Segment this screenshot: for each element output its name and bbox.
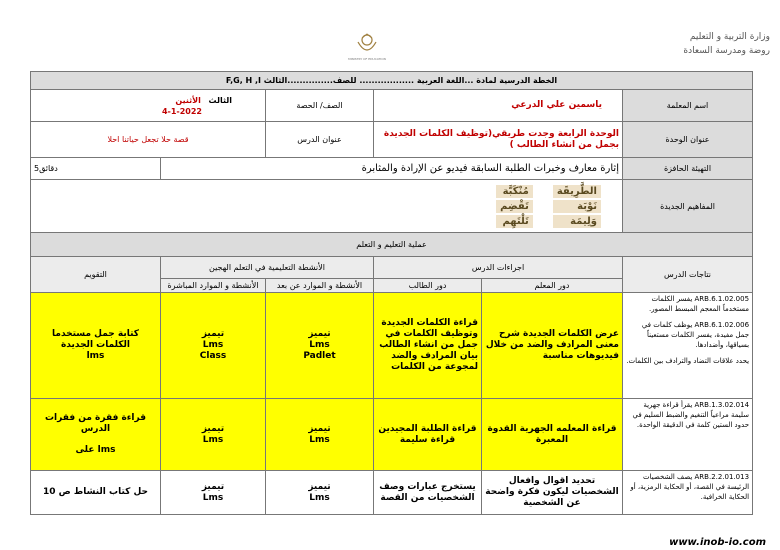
date-value: 4-1-2022 bbox=[161, 106, 202, 116]
resource-line: Lms bbox=[309, 434, 330, 445]
process-title: عملية التعليم و التعلم bbox=[31, 233, 753, 257]
resource-line: Class bbox=[199, 351, 227, 361]
concepts-label: المفاهيم الجديدة bbox=[623, 180, 753, 233]
resource-line: تيميز bbox=[308, 423, 331, 434]
col-hybrid: الأنشطة التعليمية في التعلم الهجين bbox=[161, 257, 374, 279]
resource-line: Lms bbox=[202, 492, 224, 503]
assessment-line: كتابة جمل مستخدما الكلمات الجديدة bbox=[52, 329, 139, 350]
teacher-cell: تحديد اقوال وافعال الشخصيات ليكون فكرة واضحة عن الشخصية bbox=[482, 471, 623, 515]
outcomes-cell bbox=[623, 471, 753, 515]
remote-cell bbox=[266, 471, 374, 515]
col-remote: الأنشطة و الموارد عن بعد bbox=[266, 279, 374, 293]
student-cell: قراءة الطلبة المجيدين قراءة سليمة bbox=[374, 399, 482, 471]
lesson-plan-table bbox=[30, 71, 753, 515]
teacher-name: ياسمين علي الدرعي bbox=[374, 90, 623, 122]
outcome-line: ARB.2.2.01.013 يصف الشخصيات الرئيسة في القصة، أو الحكاية الرمزية، أو الحكاية الخرافية. bbox=[630, 473, 750, 501]
ministry-header bbox=[683, 30, 770, 58]
concepts-cell bbox=[31, 180, 623, 233]
student-cell: يستخرج عبارات وصف الشخصيات من القصة bbox=[374, 471, 482, 515]
student-cell: قراءة الكلمات الجديدة وتوظيف الكلمات في جمل من انشاء الطالب بيان المرادف والضد لمجوعة من الكلمات bbox=[374, 293, 482, 399]
direct-cell bbox=[161, 399, 266, 471]
class-value-cell bbox=[31, 90, 266, 122]
col-procedures: اجراءات الدرس bbox=[374, 257, 623, 279]
direct-cell bbox=[161, 293, 266, 399]
outcome-line: ARB.1.3.02.014 يقرأ قراءة جهرية سليمة مراعياً التنغيم والضبط السليم في حدود الستين كلمة في الدقيقة الواحدة. bbox=[632, 401, 750, 429]
remote-cell bbox=[266, 293, 374, 399]
resource-line: تيميز bbox=[201, 481, 225, 492]
outcome-line: ARB.6.1.02.006 يوظف كلمات في جمل مفيدة، يفسر الكلمات مستعيناً بسياقها، وأضدادها. bbox=[641, 321, 750, 349]
assessment-line: على lms bbox=[75, 445, 116, 455]
warmup-value bbox=[161, 158, 623, 180]
emblem-caption: MINISTRY OF EDUCATION bbox=[348, 57, 386, 61]
assessment-cell bbox=[31, 293, 161, 399]
resource-line: تيميز bbox=[201, 329, 225, 339]
concept-word: مُنْكَبَّة bbox=[496, 185, 533, 198]
col-direct: الأنشطة و الموارد المباشرة bbox=[161, 279, 266, 293]
warmup-text: إثارة معارف وخبرات الطلبة السابقة فيديو عن الإرادة والمثابرة bbox=[361, 163, 619, 174]
resource-line: تيميز bbox=[308, 481, 331, 492]
day-value: الأثنين bbox=[175, 95, 201, 105]
resource-line: تيميز bbox=[308, 329, 331, 339]
outcome-line: يحدد علاقات التضاد والترادف بين الكلمات. bbox=[626, 357, 750, 365]
plan-title: الخطة الدرسية لمادة ...اللغة العربية .................. للصف...............الثالث F,G, H ,I bbox=[31, 72, 753, 90]
assessment-line: حل كتاب النشاط ص 10 bbox=[42, 487, 149, 497]
resource-line: تيميز bbox=[201, 423, 225, 434]
school-name: روضة ومدرسة السعادة bbox=[683, 46, 770, 56]
outcomes-cell bbox=[623, 399, 753, 471]
table-row bbox=[31, 471, 753, 515]
col-student: دور الطالب bbox=[374, 279, 482, 293]
resource-line: Lms bbox=[309, 492, 330, 503]
remote-cell bbox=[266, 399, 374, 471]
concepts-list bbox=[34, 181, 619, 228]
unit-value: الوحدة الرابعة وجدت طريقي(توظيف الكلمات الجديدة بجمل من انشاء الطالب ) bbox=[374, 122, 623, 158]
concept-word: وَلِيمَة bbox=[553, 215, 601, 228]
resource-line: Lms bbox=[202, 340, 224, 350]
col-teacher: دور المعلم bbox=[482, 279, 623, 293]
teacher-cell: قراءة المعلمه الجهرية القدوة المعبرة bbox=[482, 399, 623, 471]
concept-word: الطَّرِيقَة bbox=[553, 185, 601, 198]
outcomes-cell bbox=[623, 293, 753, 399]
col-assessment: التقويم bbox=[31, 257, 161, 293]
lesson-value: قصة حلا تجعل حياتنا احلا bbox=[31, 122, 266, 158]
class-label: الصف/ الحصة bbox=[266, 90, 374, 122]
col-outcomes: نتاجات الدرس bbox=[623, 257, 753, 293]
outcome-line: ARB.6.1.02.005 يفسر الكلمات مستخدماً المعجم المبسط المصور. bbox=[648, 295, 750, 313]
class-value: الثالث bbox=[208, 95, 232, 105]
teacher-label: اسم المعلمة bbox=[623, 90, 753, 122]
warmup-label: التهيئة الحافزة bbox=[623, 158, 753, 180]
table-row bbox=[31, 399, 753, 471]
lesson-label: عنوان الدرس bbox=[266, 122, 374, 158]
concept-word: نَوْبَة bbox=[553, 200, 601, 213]
assessment-cell bbox=[31, 399, 161, 471]
assessment-cell bbox=[31, 471, 161, 515]
assessment-line: lms bbox=[86, 351, 105, 361]
concept-word: تَلْتَهِم bbox=[496, 215, 533, 228]
table-row bbox=[31, 293, 753, 399]
teacher-cell: عرض الكلمات الجديدة شرح معنى المرادف والضد من خلال فيديوهات مناسبة bbox=[482, 293, 623, 399]
concept-word: تَقْضِم bbox=[496, 200, 533, 213]
direct-cell bbox=[161, 471, 266, 515]
unit-label: عنوان الوحدة bbox=[623, 122, 753, 158]
resource-line: Padlet bbox=[303, 351, 336, 361]
site-watermark: www.inob-io.com bbox=[669, 537, 766, 548]
ministry-name: وزارة التربية و التعليم bbox=[689, 32, 770, 42]
warmup-time: 5دقائق bbox=[31, 158, 161, 180]
uae-emblem-icon bbox=[352, 30, 382, 60]
assessment-line: قراءة فقرة من فقرات الدرس bbox=[45, 413, 146, 434]
resource-line: Lms bbox=[202, 434, 224, 445]
resource-line: Lms bbox=[309, 340, 330, 350]
